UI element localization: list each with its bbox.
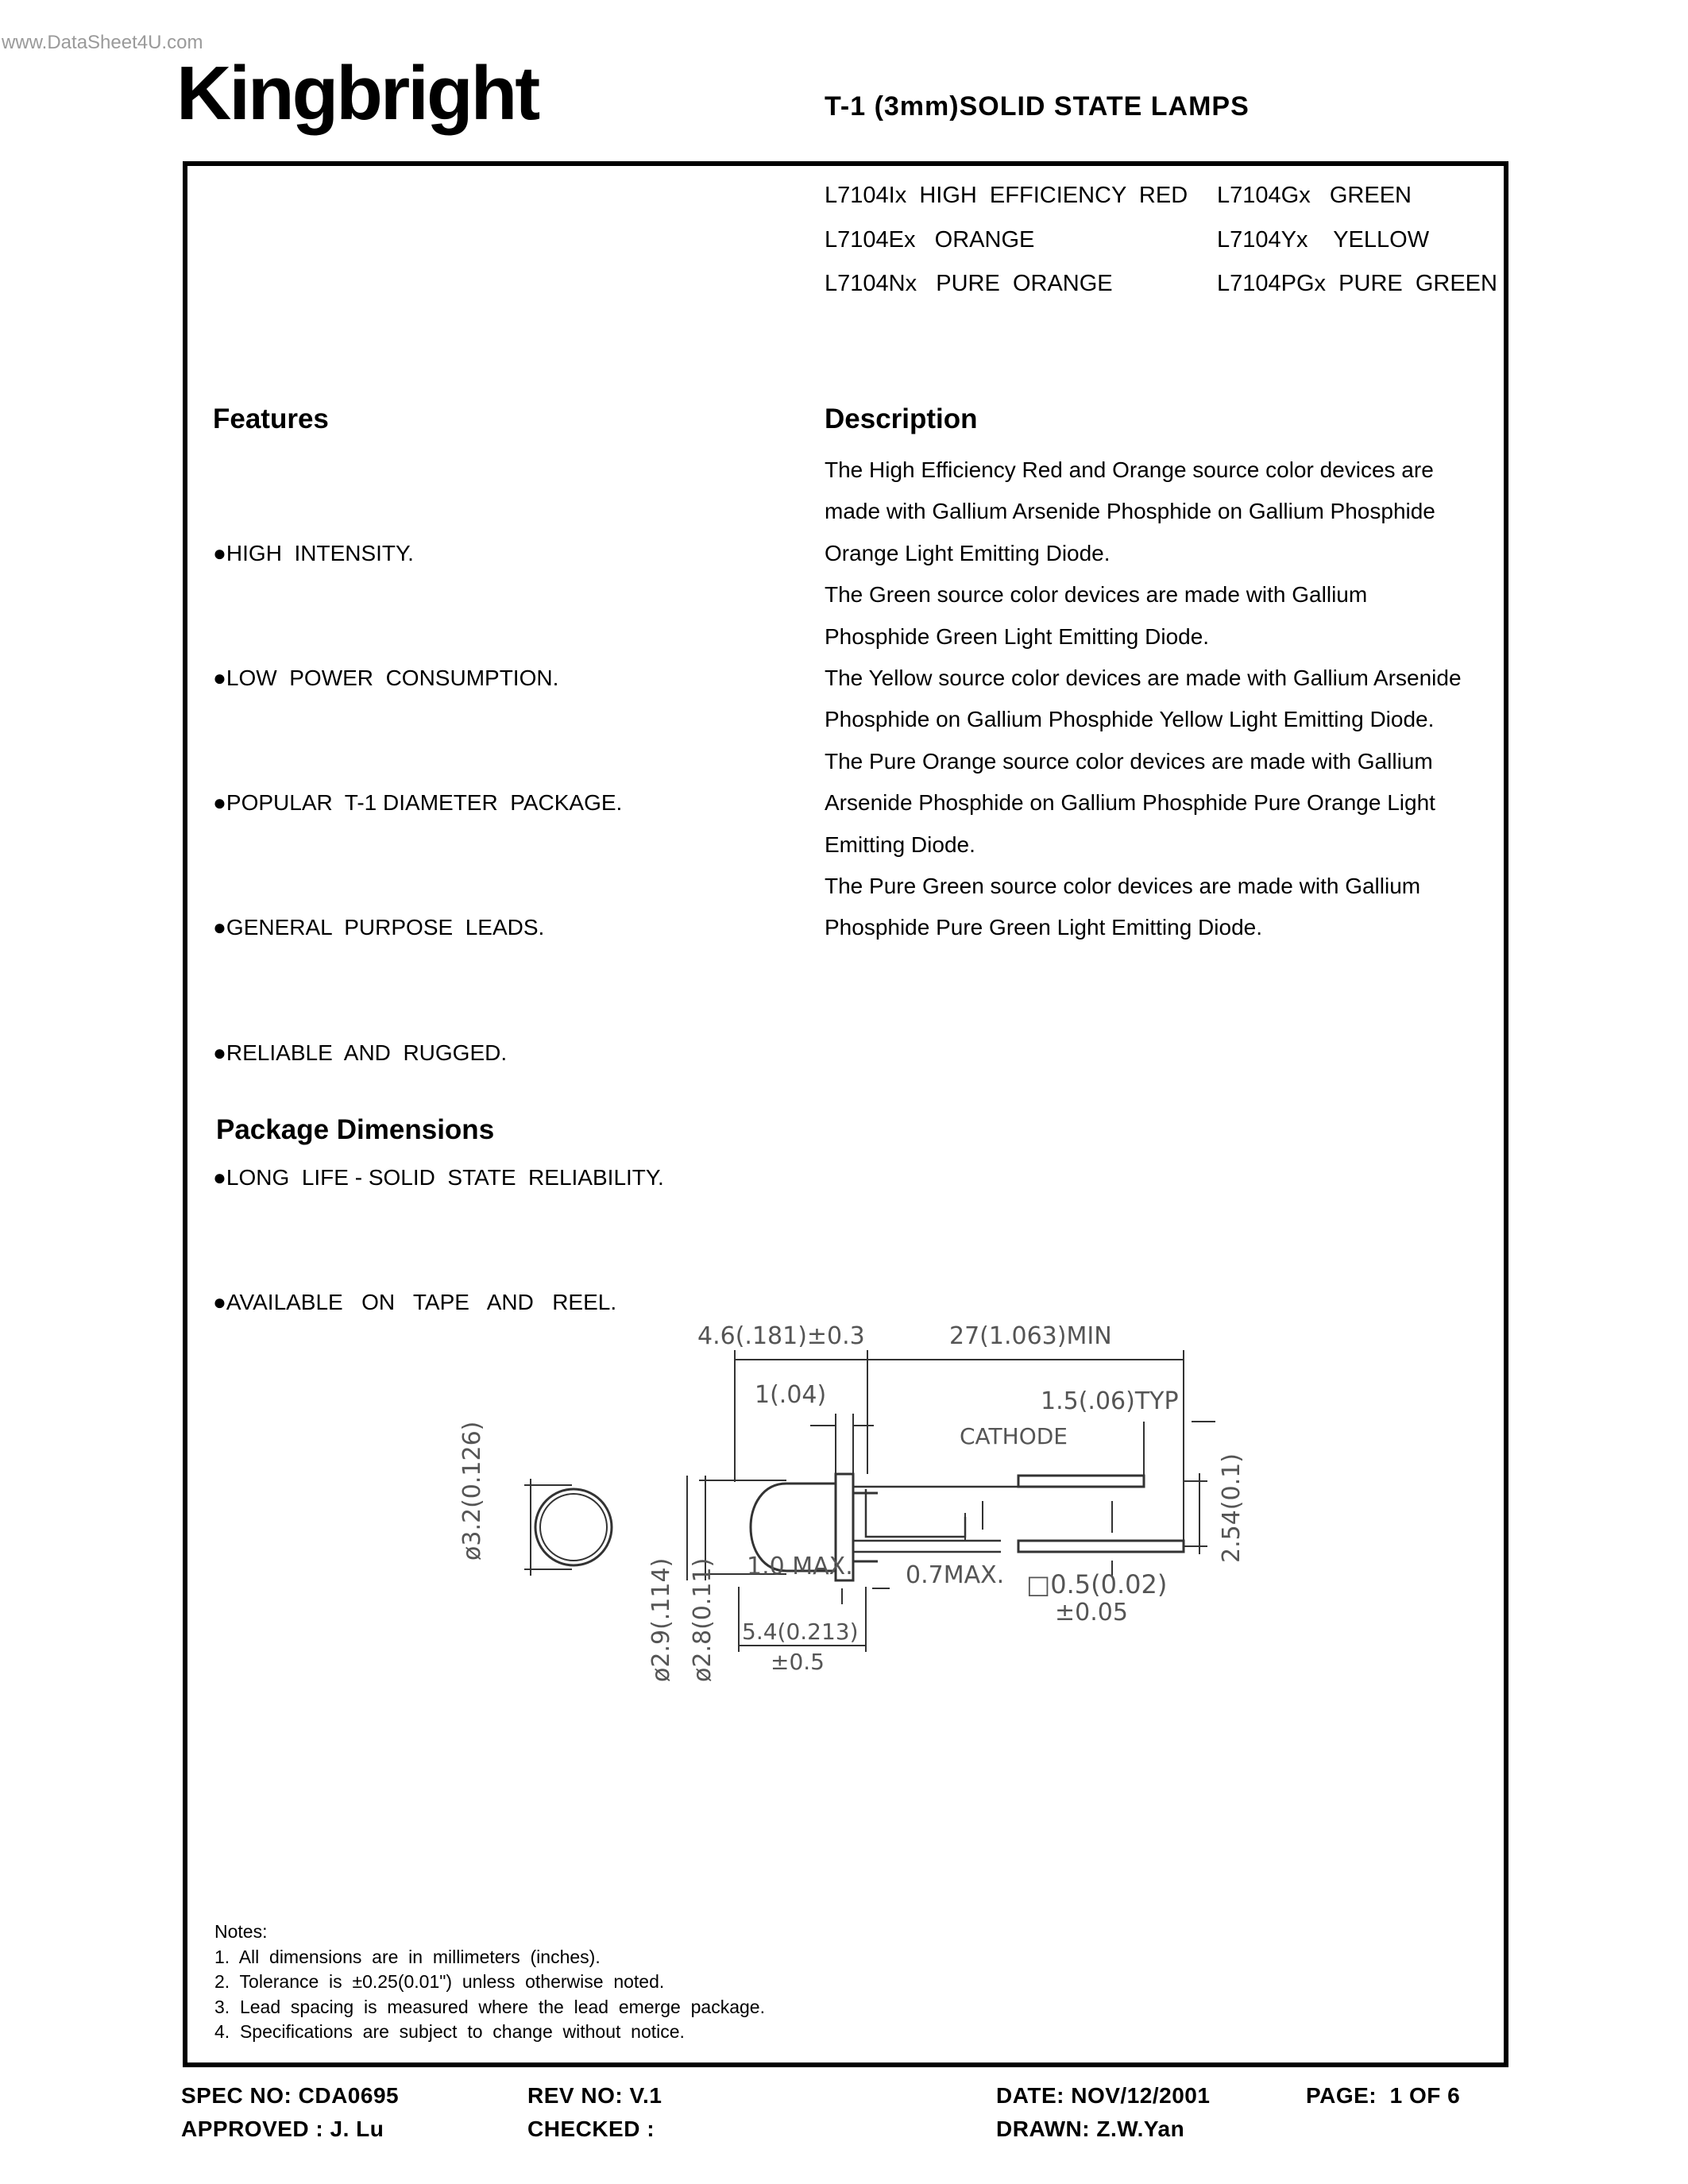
description-line: The Pure Green source color devices are made with Gallium xyxy=(825,874,1421,899)
model-left-1: L7104Ix HIGH EFFICIENCY RED xyxy=(825,183,1188,208)
description-line: Phosphide Green Light Emitting Diode. xyxy=(825,623,1210,649)
dim-lead-max: 0.7MAX. xyxy=(906,1561,1005,1589)
description-line: The High Efficiency Red and Orange source color devices are xyxy=(825,457,1434,482)
footer-drawn: DRAWN: Z.W.Yan xyxy=(996,2116,1185,2141)
model-left-2: L7104Ex ORANGE xyxy=(825,227,1035,253)
lamp-top-view-circle xyxy=(535,1489,612,1565)
feature-item: ●HIGH INTENSITY. xyxy=(213,540,414,565)
dim-lead-bend: 1.5(.06)TYP xyxy=(1041,1387,1179,1415)
package-heading: Package Dimensions xyxy=(216,1114,495,1145)
dim-body-length: 5.4(0.213) xyxy=(742,1619,859,1645)
model-left-3: L7104Nx PURE ORANGE xyxy=(825,271,1113,296)
dim-top-diameter: ø3.2(0.126) xyxy=(458,1421,486,1561)
features-heading: Features xyxy=(213,403,329,434)
footer-approved: APPROVED : J. Lu xyxy=(181,2116,384,2141)
footer-spec-no: SPEC NO: CDA0695 xyxy=(181,2083,400,2108)
note-item: 4. Specifications are subject to change without notice. xyxy=(214,2021,685,2042)
brand-logo: Kingbright xyxy=(176,51,539,136)
description-line: Arsenide Phosphide on Gallium Phosphide Pure Orange Light xyxy=(825,790,1435,816)
description-line: The Yellow source color devices are made with Gallium Arsenide xyxy=(825,666,1462,691)
model-right-1: L7104Gx GREEN xyxy=(1217,183,1412,208)
note-item: 3. Lead spacing is measured where the lead emerge package. xyxy=(214,1996,765,2017)
footer-date: DATE: NOV/12/2001 xyxy=(996,2083,1211,2108)
dim-lead-spacing: 2.54(0.1) xyxy=(1218,1453,1246,1563)
description-line: The Pure Orange source color devices are made with Gallium xyxy=(825,748,1433,774)
description-line: Emitting Diode. xyxy=(825,832,975,857)
description-line: Phosphide on Gallium Phosphide Yellow Light Emitting Diode. xyxy=(825,707,1435,732)
note-item: 2. Tolerance is ±0.25(0.01") unless otherwise noted. xyxy=(214,1971,665,1992)
cathode-label: CATHODE xyxy=(960,1423,1068,1449)
model-right-2: L7104Yx YELLOW xyxy=(1217,227,1430,253)
feature-item: ●LOW POWER CONSUMPTION. xyxy=(213,666,559,691)
document-title: T-1 (3mm)SOLID STATE LAMPS xyxy=(825,91,1250,122)
footer-checked: CHECKED : xyxy=(527,2116,655,2141)
feature-item: ●LONG LIFE - SOLID STATE RELIABILITY. xyxy=(213,1164,664,1190)
lamp-top-view-inner-circle xyxy=(540,1494,607,1561)
notes xyxy=(214,1920,765,2045)
dim-inner-diameter: ø2.8(0.11) xyxy=(689,1557,717,1682)
anode-lead xyxy=(1018,1541,1184,1552)
dim-lead-square-tol: ±0.05 xyxy=(1055,1599,1128,1626)
feature-item: ●RELIABLE AND RUGGED. xyxy=(213,1040,508,1065)
feature-item: ●POPULAR T-1 DIAMETER PACKAGE. xyxy=(213,790,623,816)
dim-body-length-tol: ±0.5 xyxy=(771,1649,825,1675)
dim-lead-length: 27(1.063)MIN xyxy=(949,1322,1112,1350)
description-line: Phosphide Pure Green Light Emitting Diode. xyxy=(825,915,1262,940)
description-line: The Green source color devices are made with Gallium xyxy=(825,582,1368,608)
description-line: Orange Light Emitting Diode. xyxy=(825,540,1111,565)
footer-rev-no: REV NO: V.1 xyxy=(527,2083,662,2108)
footer-page: PAGE: 1 OF 6 xyxy=(1306,2083,1461,2108)
dim-lamp-length: 4.6(.181)±0.3 xyxy=(697,1322,865,1350)
cathode-lead xyxy=(1018,1476,1144,1487)
notes-title: Notes: xyxy=(214,1921,268,1942)
model-right-3: L7104PGx PURE GREEN xyxy=(1217,271,1497,296)
description-heading: Description xyxy=(825,403,978,434)
dim-flange-max: 1.0 MAX. xyxy=(747,1553,853,1580)
feature-item: ●GENERAL PURPOSE LEADS. xyxy=(213,915,545,940)
dim-flange: 1(.04) xyxy=(755,1381,827,1409)
watermark: www.DataSheet4U.com xyxy=(2,32,203,53)
note-item: 1. All dimensions are in millimeters (inches). xyxy=(214,1946,601,1967)
feature-item: ●AVAILABLE ON TAPE AND REEL. xyxy=(213,1290,617,1315)
dim-lead-square: □0.5(0.02) xyxy=(1026,1569,1168,1599)
dim-outer-diameter: ø2.9(.114) xyxy=(647,1557,675,1682)
description-line: made with Gallium Arsenide Phosphide on Gallium Phosphide xyxy=(825,499,1435,524)
